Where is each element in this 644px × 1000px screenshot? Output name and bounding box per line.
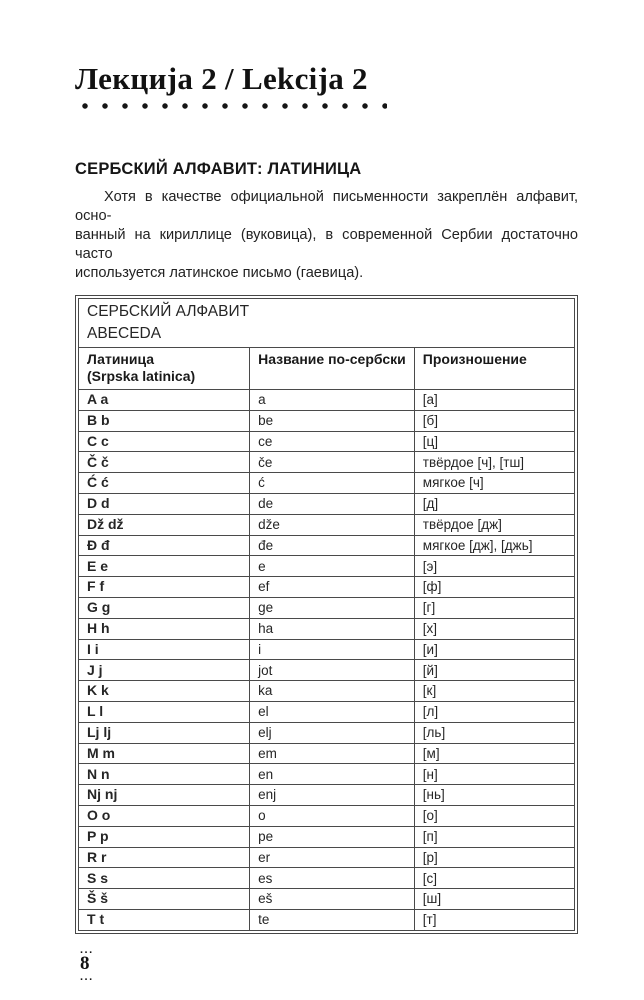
pronunciation-cell: [к] <box>414 681 574 702</box>
table-row <box>79 785 575 806</box>
table-title-line1: СЕРБСКИЙ АЛФАВИТ <box>87 303 250 320</box>
pronunciation-cell: [ш] <box>414 889 574 910</box>
name-cell: te <box>250 909 415 930</box>
letter-cell: Nj nj <box>79 785 250 806</box>
name-cell: če <box>250 452 415 473</box>
pronunciation-cell: [б] <box>414 410 574 431</box>
letter-cell: R r <box>79 847 250 868</box>
letter-cell: H h <box>79 618 250 639</box>
letter-cell: M m <box>79 743 250 764</box>
section-heading: СЕРБСКИЙ АЛФАВИТ: ЛАТИНИЦА <box>75 160 362 178</box>
table-row <box>79 639 575 660</box>
pronunciation-cell: твёрдое [дж] <box>414 514 574 535</box>
letter-cell: J j <box>79 660 250 681</box>
paragraph-line: ванный на кириллице (вуковица), в современной Сербии достаточно часто <box>75 227 578 262</box>
pronunciation-cell: [т] <box>414 909 574 930</box>
pronunciation-cell: [э] <box>414 556 574 577</box>
letter-cell: I i <box>79 639 250 660</box>
lecture-header <box>75 62 578 109</box>
alphabet-table <box>78 298 575 931</box>
letter-cell: G g <box>79 597 250 618</box>
name-cell: er <box>250 847 415 868</box>
name-cell: ć <box>250 473 415 494</box>
column-header-row <box>79 348 575 390</box>
name-cell: el <box>250 701 415 722</box>
page-number-dots-top: ... <box>80 943 94 956</box>
name-cell: e <box>250 556 415 577</box>
letter-cell: Lj lj <box>79 722 250 743</box>
page-number-dots-bottom: ... <box>80 970 94 983</box>
name-cell: o <box>250 805 415 826</box>
letter-cell: F f <box>79 577 250 598</box>
letter-cell: B b <box>79 410 250 431</box>
col-header-latinica-line1: Латиница <box>87 351 155 367</box>
table-title <box>79 299 575 348</box>
table-row <box>79 805 575 826</box>
pronunciation-cell: [л] <box>414 701 574 722</box>
letter-cell: D d <box>79 493 250 514</box>
table-row <box>79 452 575 473</box>
table-row <box>79 556 575 577</box>
table-row <box>79 431 575 452</box>
table-row <box>79 868 575 889</box>
alphabet-table-frame <box>75 295 578 934</box>
pronunciation-cell: [с] <box>414 868 574 889</box>
table-row <box>79 681 575 702</box>
lecture-title: Лекција 2 / Lekcija 2 <box>75 61 368 96</box>
table-row <box>79 660 575 681</box>
page-footer <box>80 943 110 983</box>
dotted-rule <box>75 103 387 109</box>
name-cell: elj <box>250 722 415 743</box>
name-cell: ef <box>250 577 415 598</box>
table-row <box>79 410 575 431</box>
name-cell: ka <box>250 681 415 702</box>
pronunciation-cell: [ль] <box>414 722 574 743</box>
table-row <box>79 473 575 494</box>
name-cell: jot <box>250 660 415 681</box>
intro-paragraph <box>75 188 578 283</box>
name-cell: i <box>250 639 415 660</box>
table-row <box>79 743 575 764</box>
pronunciation-cell: мягкое [дж], [джь] <box>414 535 574 556</box>
letter-cell: P p <box>79 826 250 847</box>
table-row <box>79 764 575 785</box>
name-cell: ha <box>250 618 415 639</box>
name-cell: dže <box>250 514 415 535</box>
letter-cell: S s <box>79 868 250 889</box>
letter-cell: L l <box>79 701 250 722</box>
table-row <box>79 847 575 868</box>
letter-cell: Đ đ <box>79 535 250 556</box>
table-row <box>79 535 575 556</box>
table-row <box>79 722 575 743</box>
pronunciation-cell: [г] <box>414 597 574 618</box>
col-header-latinica-line2: (Srpska latinica) <box>87 368 196 384</box>
table-row <box>79 390 575 411</box>
letter-cell: Dž dž <box>79 514 250 535</box>
col-header-pronunciation: Произношение <box>414 348 574 390</box>
name-cell: đe <box>250 535 415 556</box>
page-number: 8 <box>80 952 90 974</box>
letter-cell: T t <box>79 909 250 930</box>
table-row <box>79 909 575 930</box>
table-row <box>79 889 575 910</box>
table-title-row <box>79 299 575 348</box>
pronunciation-cell: [и] <box>414 639 574 660</box>
pronunciation-cell: [ф] <box>414 577 574 598</box>
letter-cell: Ć ć <box>79 473 250 494</box>
pronunciation-cell: мягкое [ч] <box>414 473 574 494</box>
pronunciation-cell: [ц] <box>414 431 574 452</box>
table-row <box>79 577 575 598</box>
pronunciation-cell: [м] <box>414 743 574 764</box>
letter-cell: C c <box>79 431 250 452</box>
name-cell: enj <box>250 785 415 806</box>
paragraph-line: Хотя в качестве официальной письменности закреплён алфавит, осно- <box>75 189 578 224</box>
name-cell: ce <box>250 431 415 452</box>
letter-cell: E e <box>79 556 250 577</box>
pronunciation-cell: твёрдое [ч], [тш] <box>414 452 574 473</box>
letter-cell: K k <box>79 681 250 702</box>
pronunciation-cell: [р] <box>414 847 574 868</box>
name-cell: pe <box>250 826 415 847</box>
paragraph-line: используется латинское письмо (гаевица). <box>75 265 364 281</box>
pronunciation-cell: [й] <box>414 660 574 681</box>
pronunciation-cell: [нь] <box>414 785 574 806</box>
name-cell: ge <box>250 597 415 618</box>
letter-cell: N n <box>79 764 250 785</box>
col-header-latinica <box>79 348 250 390</box>
table-row <box>79 514 575 535</box>
name-cell: de <box>250 493 415 514</box>
letter-cell: A a <box>79 390 250 411</box>
letter-cell: Š š <box>79 889 250 910</box>
col-header-serbian-name: Название по-сербски <box>250 348 415 390</box>
table-row <box>79 597 575 618</box>
name-cell: a <box>250 390 415 411</box>
pronunciation-cell: [о] <box>414 805 574 826</box>
letter-cell: O o <box>79 805 250 826</box>
pronunciation-cell: [д] <box>414 493 574 514</box>
pronunciation-cell: [х] <box>414 618 574 639</box>
pronunciation-cell: [п] <box>414 826 574 847</box>
pronunciation-cell: [а] <box>414 390 574 411</box>
name-cell: en <box>250 764 415 785</box>
name-cell: es <box>250 868 415 889</box>
name-cell: eš <box>250 889 415 910</box>
table-row <box>79 826 575 847</box>
table-title-line2: ABECEDA <box>87 325 162 342</box>
alphabet-table-body <box>79 390 575 931</box>
name-cell: be <box>250 410 415 431</box>
table-row <box>79 618 575 639</box>
letter-cell: Č č <box>79 452 250 473</box>
pronunciation-cell: [н] <box>414 764 574 785</box>
table-row <box>79 493 575 514</box>
name-cell: em <box>250 743 415 764</box>
table-row <box>79 701 575 722</box>
